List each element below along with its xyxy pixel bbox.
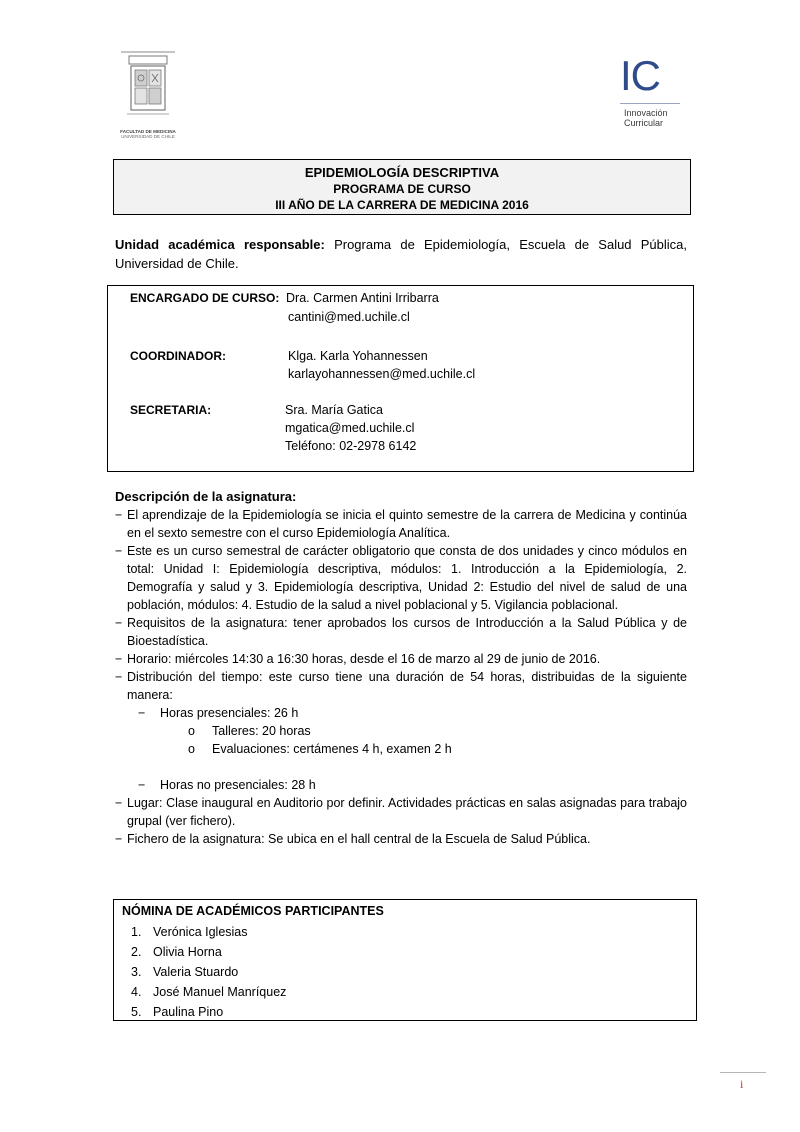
course-title: EPIDEMIOLOGÍA DESCRIPTIVA [304,165,500,180]
page-number: i [740,1077,744,1091]
faculty-list-box [113,899,697,1021]
lugar-item: − Lugar: Clase inaugural en Auditorio por definir. Actividades prácticas en salas asignadas para trabajo grupal (ver fichero). [115,796,687,828]
list-item [131,1002,286,1022]
faculty-logo [117,50,179,142]
staff-box [107,285,694,472]
unidad-value: Programa de Epidemiología, Escuela de Salud Pública, Universidad de Chile. [115,237,687,271]
list-item-number: 2. [131,945,142,959]
secretaria-label: SECRETARIA: [130,403,212,417]
talleres-item: o Talleres: 20 horas [188,724,311,738]
coordinador-email: karlayohannessen@med.uchile.cl [288,367,476,381]
list-item-number: 3. [131,965,142,979]
description-item-text: Horario: miércoles 14:30 a 16:30 horas, desde el 16 de marzo al 29 de junio de 2016. [127,652,601,666]
description-item: − Distribución del tiempo: este curso tiene una duración de 54 horas, distribuidas de la siguiente manera: [115,670,687,702]
list-item-name: José Manuel Manríquez [153,985,287,999]
faculty-list-heading: NÓMINA DE ACADÉMICOS PARTICIPANTES [122,904,384,918]
encargado-label: ENCARGADO DE CURSO: [130,291,280,305]
course-description [115,488,687,848]
list-item-name: Verónica Iglesias [153,925,248,939]
ic-mark: IC [620,52,660,99]
description-item-text: Requisitos de la asignatura: tener aprobados los cursos de Introducción a la Salud Pública y de Bioestadística. [127,616,687,648]
description-item-text: El aprendizaje de la Epidemiología se inicia el quinto semestre de la carrera de Medicina y continúa en el sexto semestre con el curso Epidemiología Analítica. [127,508,687,540]
list-item-number: 5. [131,1005,142,1019]
description-heading: Descripción de la asignatura: [115,489,297,504]
description-item: − Horario: miércoles 14:30 a 16:30 horas, desde el 16 de marzo al 29 de junio de 2016. [115,652,601,666]
list-item [131,922,286,942]
faculty-name: FACULTAD DE MEDICINA [120,129,176,134]
fichero-item: − Fichero de la asignatura: Se ubica en el hall central de la Escuela de Salud Pública. [115,832,591,846]
description-item: − El aprendizaje de la Epidemiología se inicia el quinto semestre de la carrera de Medicina y continúa en el sexto semestre con el curso Epidemiología Analítica. [115,508,687,540]
coordinador-name: Klga. Karla Yohannessen [288,349,428,363]
course-title-box [113,159,691,215]
coordinador-label: COORDINADOR: [130,349,226,363]
encargado-name: Dra. Carmen Antini Irribarra [286,291,439,305]
description-item: − Este es un curso semestral de carácter obligatorio que consta de dos unidades y cinco módulos en total: Unidad I: Epidemiología descriptiva, módulos: 1. Introducción a la Epidemiología, 2. Demografía y salud y 3. Epidemiología descriptiva, Unidad 2: Estudio del nivel de salud de una población, módulos: 4. Estudio de la salud a nivel poblacional y 5. Vigilancia poblacional. [115,544,687,612]
fichero-text: Fichero de la asignatura: Se ubica en el hall central de la Escuela de Salud Pública. [127,832,591,846]
list-item-name: Valeria Stuardo [153,965,239,979]
year-subtitle: III AÑO DE LA CARRERA DE MEDICINA 2016 [275,198,529,212]
list-item-number: 1. [131,925,142,939]
lugar-text: Lugar: Clase inaugural en Auditorio por definir. Actividades prácticas en salas asignadas para trabajo grupal (ver fichero). [127,796,687,828]
presenciales-item: − Horas presenciales: 26 h [138,706,299,720]
evaluaciones-text: Evaluaciones: certámenes 4 h, examen 2 h [212,742,452,756]
description-item-text: Este es un curso semestral de carácter obligatorio que consta de dos unidades y cinco módulos en total: Unidad I: Epidemiología descriptiva, módulos: 1. Introducción a la Epidemiología, 2. Demografía y salud y 3. Epidemiología descriptiva, Unidad 2: Estudio del nivel de salud de una población, módulos: 4. Estudio de la salud a nivel poblacional y 5. Vigilancia poblacional. [127,544,687,612]
description-item-text: Distribución del tiempo: este curso tiene una duración de 54 horas, distribuidas de la siguiente manera: [127,670,687,702]
secretaria-name: Sra. María Gatica [285,403,383,417]
secretaria-email: mgatica@med.uchile.cl [285,421,415,435]
no-presenciales-text: Horas no presenciales: 28 h [160,778,316,792]
description-item: − Requisitos de la asignatura: tener aprobados los cursos de Introducción a la Salud Pública y de Bioestadística. [115,616,687,648]
list-item-name: Paulina Pino [153,1005,224,1019]
spacer [115,758,687,776]
list-item-number: 4. [131,985,142,999]
list-item [131,982,286,1002]
secretaria-phone: Teléfono: 02-2978 6142 [285,439,417,453]
talleres-text: Talleres: 20 horas [212,724,311,738]
ic-label [624,108,668,128]
list-item [131,942,286,962]
footer-divider [720,1072,766,1073]
university-name: UNIVERSIDAD DE CHILE [121,134,175,139]
ic-divider [620,103,680,104]
no-presenciales-item: − Horas no presenciales: 28 h [138,778,316,792]
unidad-label: Unidad académica responsable: [115,237,325,252]
ic-label-line1: Innovación [624,108,668,118]
faculty-crest-icon [117,50,179,124]
encargado-email: cantini@med.uchile.cl [288,310,410,324]
evaluaciones-item: o Evaluaciones: certámenes 4 h, examen 2 h [188,742,452,756]
presenciales-text: Horas presenciales: 26 h [160,706,299,720]
ic-label-line2: Curricular [624,118,664,128]
ic-logo [620,52,682,137]
list-item-name: Olivia Horna [153,945,222,959]
unidad-academica [115,235,687,273]
program-subtitle: PROGRAMA DE CURSO [333,182,471,196]
list-item [131,962,286,982]
faculty-list [131,922,286,1022]
